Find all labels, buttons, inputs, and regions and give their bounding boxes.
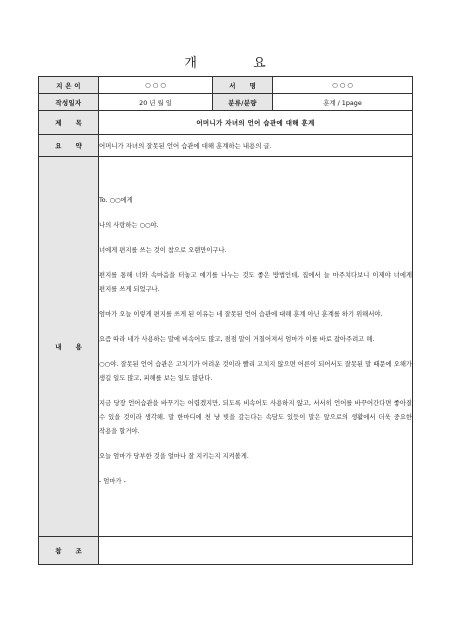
author-value: ○ ○ ○ (99, 77, 213, 94)
content-paragraph: 오늘 엄마가 당부한 것을 얼마나 잘 지키는지 지켜볼게. (99, 452, 249, 460)
reference-label: 참 조 (39, 537, 99, 565)
category-value: 훈계 / 1page (273, 94, 413, 111)
summary-label: 요 약 (39, 135, 99, 157)
subject-row (39, 111, 413, 135)
subject-value: 어머니가 자녀의 언어 습관에 대해 훈계 (99, 111, 413, 135)
content-paragraph: 엄마가 오늘 이렇게 편지를 쓰게 된 이유는 네 잘못된 언어 습관에 대해 훈계 아닌 훈계를 하기 위해서야. (99, 310, 383, 318)
content-body (99, 157, 413, 537)
signature-value: ○ ○ ○ (273, 77, 413, 94)
reference-value (99, 537, 413, 565)
category-label: 분류/분량 (213, 94, 273, 111)
content-row (39, 157, 413, 537)
document-title: 개 요 (184, 56, 292, 71)
summary-value: 어머니가 자녀의 잘못된 언어 습관에 대해 훈계하는 내용의 글. (99, 135, 413, 157)
content-paragraph: 요즘 따라 네가 사용하는 말에 비속어도 많고, 점점 말이 거칠어져서 엄마가 이를 바로 잡아주려고 해. (99, 335, 375, 343)
content-paragraph: 지금 당장 언어습관을 바꾸기는 어렵겠지만, 되도록 비속어도 사용하지 않고, 서서히 언어를 바꾸어간다면 좋아질 수 있을 것이라 생각해. 말 한마디에 천 냥 빚을 갚는다는 속담도 있듯이 말은 앞으로의 생활에서 더욱 중요한 작용을 할거야. (99, 399, 412, 435)
date-value: 20 년 월 일 (99, 94, 213, 111)
subject-label: 제 목 (39, 111, 99, 135)
reference-row (39, 537, 413, 565)
author-row (39, 77, 413, 94)
signature-label: 서 명 (213, 77, 273, 94)
content-signoff: - 엄마가 - (99, 477, 126, 485)
date-label: 작성일자 (39, 94, 99, 111)
overview-form (38, 76, 413, 565)
content-paragraph: 나의 사랑하는 ○○야. (99, 221, 159, 229)
content-label: 내 용 (39, 157, 99, 537)
content-paragraph: 편지를 통해 너와 속마음을 터놓고 얘기를 나누는 것도 좋은 방법인데, 집에서 늘 마주치다보니 이제야 너에게 편지를 쓰게 되었구나. (99, 271, 412, 293)
date-row (39, 94, 413, 111)
author-label: 지 은 이 (39, 77, 99, 94)
content-paragraph: ○○야. 잘못된 언어 습관은 고치기가 어려운 것이라 빨리 고치지 않으면 어른이 되어서도 잘못된 말 때문에 오해가 생길 일도 많고, 피해를 보는 일도 많단다. (99, 360, 412, 382)
content-paragraph: 너에게 편지를 쓰는 것이 참으로 오랜만이구나. (99, 246, 227, 254)
summary-row (39, 135, 413, 157)
content-paragraph: To. ○○에게 (99, 196, 133, 204)
